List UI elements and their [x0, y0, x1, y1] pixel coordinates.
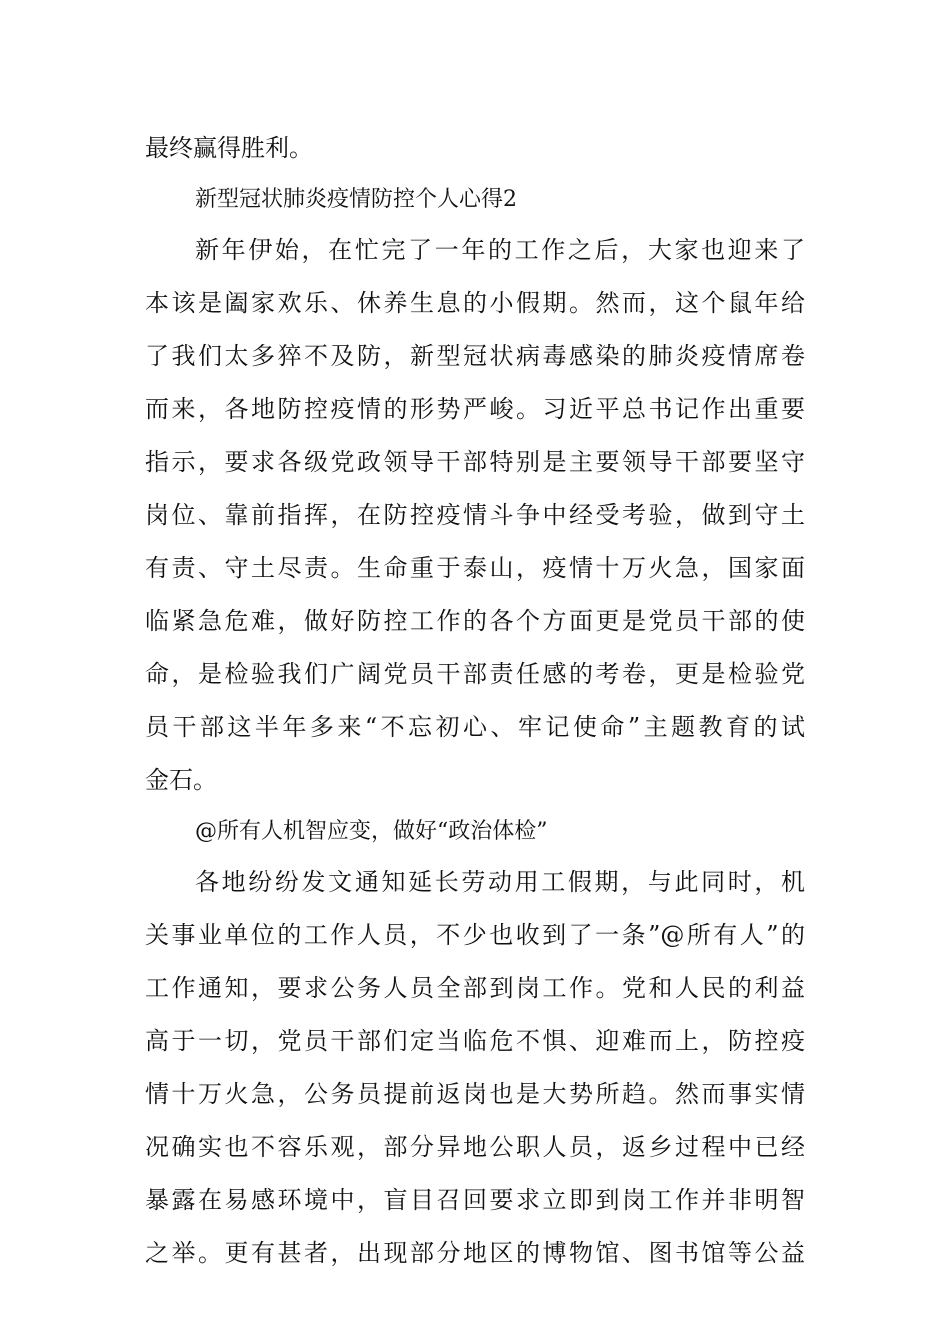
paragraph-1-line-3: 了我们太多猝不及防，新型冠状病毒感染的肺炎疫情席卷	[145, 342, 805, 370]
paragraph-2-line-3: 工作通知，要求公务人员全部到岗工作。党和人民的利益	[145, 974, 805, 1002]
paragraph-2-line-7: 暴露在易感环境中，盲目召回要求立即到岗工作并非明智	[145, 1186, 805, 1214]
paragraph-1-line-8: 临紧急危难，做好防控工作的各个方面更是党员干部的使	[145, 607, 805, 635]
paragraph-2-line-8: 之举。更有甚者，出现部分地区的博物馆、图书馆等公益	[145, 1239, 805, 1267]
paragraph-2-line-1: 各地纷纷发文通知延长劳动用工假期，与此同时，机	[195, 868, 805, 896]
paragraph-1-line-4: 而来，各地防控疫情的形势严峻。习近平总书记作出重要	[145, 395, 805, 423]
paragraph-1-line-5: 指示，要求各级党政领导干部特别是主要领导干部要坚守	[145, 448, 805, 476]
paragraph-1-line-1: 新年伊始，在忙完了一年的工作之后，大家也迎来了	[195, 236, 805, 264]
paragraph-1-line-11: 金石。	[145, 766, 217, 794]
paragraph-2-line-2: 关事业单位的工作人员，不少也收到了一条”@所有人”的	[145, 921, 805, 949]
paragraph-1-line-2: 本该是阖家欢乐、休养生息的小假期。然而，这个鼠年给	[145, 289, 805, 317]
section-heading-2: 新型冠状肺炎疫情防控个人心得2	[195, 187, 517, 212]
paragraph-1-line-9: 命，是检验我们广阔党员干部责任感的考卷，更是检验党	[145, 660, 805, 688]
paragraph-2-line-4: 高于一切，党员干部们定当临危不惧、迎难而上，防控疫	[145, 1027, 805, 1055]
subheading: @所有人机智应变，做好“政治体检”	[195, 819, 548, 844]
paragraph-1-line-10: 员干部这半年多来“不忘初心、牢记使命”主题教育的试	[145, 713, 805, 741]
paragraph-1-line-6: 岗位、靠前指挥，在防控疫情斗争中经受考验，做到守土	[145, 501, 805, 529]
paragraph-2-line-6: 况确实也不容乐观，部分异地公职人员，返乡过程中已经	[145, 1133, 805, 1161]
paragraph-1-line-7: 有责、守土尽责。生命重于泰山，疫情十万火急，国家面	[145, 554, 805, 582]
text-line-1: 最终赢得胜利。	[145, 134, 313, 162]
paragraph-2-line-5: 情十万火急，公务员提前返岗也是大势所趋。然而事实情	[145, 1080, 805, 1108]
